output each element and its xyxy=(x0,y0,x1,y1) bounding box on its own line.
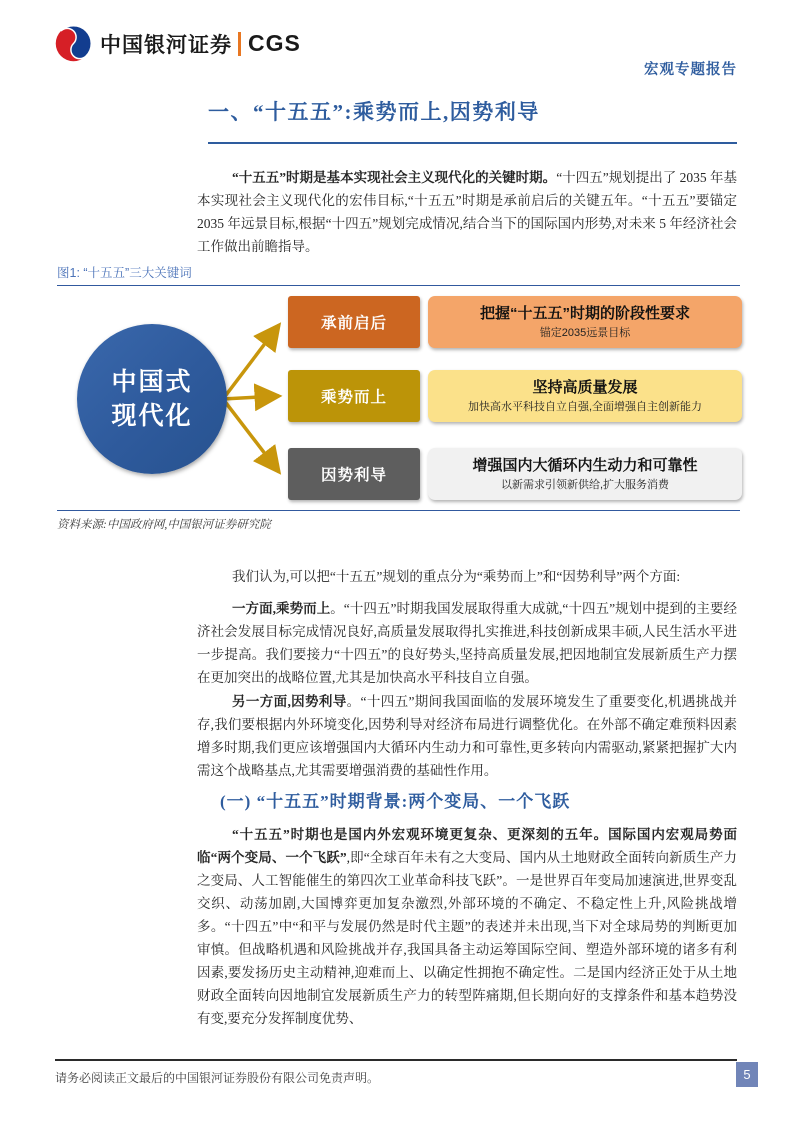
figure-diagram xyxy=(57,292,742,507)
paragraph-intro: 我们认为,可以把“十五五”规划的重点分为“乘势而上”和“因势利导”两个方面: xyxy=(232,569,681,584)
figure-caption: 图1: “十五五”三大关键词 xyxy=(57,263,740,286)
footer-disclaimer: 请务必阅读正文最后的中国银河证券股份有限公司免责声明。 xyxy=(55,1059,737,1086)
panel-1-title: 把握“十五五”时期的阶段性要求 xyxy=(479,305,690,322)
paragraph-aspect-one-rest: 。“十四五”时期我国发展取得重大成就,“十四五”规划中提到的主要经济社会发展目标完成情况良好,高质量发展取得扎实推进,科技创新成果丰硕,人民生活水平进一步提高。我们要接力“十四五”的良好势头,坚持高质量发展,把因地制宜发展新质生产力摆在更加突出的战略位置,尤其是加快高水平科技自立自强。 xyxy=(197,601,738,685)
panel-2-title: 坚持高质量发展 xyxy=(532,379,638,396)
brand-name-en: CGS xyxy=(248,30,301,56)
keyword-box-chengqianqihou: 承前启后 xyxy=(288,296,420,348)
detail-panel-3 xyxy=(428,448,742,500)
paragraph-aspect-two xyxy=(197,690,737,782)
panel-1-subtitle: 锚定2035远景目标 xyxy=(539,327,631,339)
detail-panel-1 xyxy=(428,296,742,348)
keyword-box-chengshiershang: 乘势而上 xyxy=(288,370,420,422)
paragraph-aspect-one-lead: 一方面,乘势而上 xyxy=(232,601,331,616)
paragraph-aspect-two-rest: 。“十四五”期间我国面临的发展环境发生了重要变化,机遇挑战并存,我们要根据内外环境变化,因势利导对经济布局进行调整优化。在外部不确定难预料因素增多时期,我们更应该增强国内大循环内生动力和可靠性,更多转向内需驱动,紧紧把握扩大内需这个战略基点,尤其需要增强消费的基础性作用。 xyxy=(197,694,738,778)
brand-divider xyxy=(238,32,241,56)
center-circle-chinese-modernization xyxy=(77,324,227,474)
subsection-title: (一) “十五五”时期背景:两个变局、一个飞跃 xyxy=(220,792,571,811)
paragraph-aspect-one xyxy=(197,597,737,689)
panel-2-subtitle: 加快高水平科技自立自强,全面增强自主创新能力 xyxy=(467,401,703,413)
header-brand xyxy=(55,25,301,62)
brand-name-cn: 中国银河证券 xyxy=(100,33,232,57)
galaxy-logo-icon xyxy=(55,25,92,62)
section-title: 一、“十五五”:乘势而上,因势利导 xyxy=(208,97,737,144)
paragraph-summary-rest: “十四五”规划提出了 2035 年基本实现社会主义现代化的宏伟目标,“十五五”时期是承前启后的关键五年。“十五五”要锚定 2035 年远景目标,根据“十四五”规划完成情况,结合当下的国际国内形势,对未来 5 年经济社会工作做出前瞻指导。 xyxy=(197,170,738,254)
report-type-label: 宏观专题报告 xyxy=(644,62,737,78)
paragraph-background-rest: ,即“全球百年未有之大变局、国内从土地财政全面转向新质生产力之变局、人工智能催生的第四次工业革命科技飞跃”。一是世界百年变局加速演进,世界变乱交织、动荡加剧,大国博弈更加复杂激烈,外部环境的不确定、不稳定性上升,风险挑战增多。“十四五”中“和平与发展仍然是时代主题”的表述并未出现,当下对全球局势的判断更加审慎。但战略机遇和风险挑战并存,我国具备主动运筹国际空间、塑造外部环境的诸多有利因素,要发扬历史主动精神,迎难而上、以确定性拥抱不确定性。二是国内经济正处于从土地财政全面转向因地制宜发展新质生产力的转型阵痛期,但长期向好的支撑条件和基本趋势没有变,要充分发挥制度优势、 xyxy=(197,850,737,1026)
keyword-box-yinshilidao: 因势利导 xyxy=(288,448,420,500)
paragraph-background xyxy=(197,823,737,1030)
paragraph-aspect-two-lead: 另一方面,因势利导 xyxy=(232,694,347,709)
page-number-badge: 5 xyxy=(736,1062,758,1087)
panel-3-subtitle: 以新需求引领新供给,扩大服务消费 xyxy=(500,479,670,491)
circle-text-line1: 中国式 xyxy=(111,368,193,396)
paragraph-summary xyxy=(197,166,737,258)
paragraph-summary-lead: “十五五”时期是基本实现社会主义现代化的关键时期。 xyxy=(232,170,557,185)
paragraph-background-lead: “十五五”时期也是国内外宏观环境更复杂、更深刻的五年。国际国内宏观局势面临“两个变局、一个飞跃” xyxy=(197,827,737,865)
circle-text-line2: 现代化 xyxy=(111,402,193,430)
detail-panel-2 xyxy=(428,370,742,422)
panel-3-title: 增强国内大循环内生动力和可靠性 xyxy=(472,457,698,474)
figure-source-note: 资料来源:中国政府网,中国银河证券研究院 xyxy=(57,510,740,532)
